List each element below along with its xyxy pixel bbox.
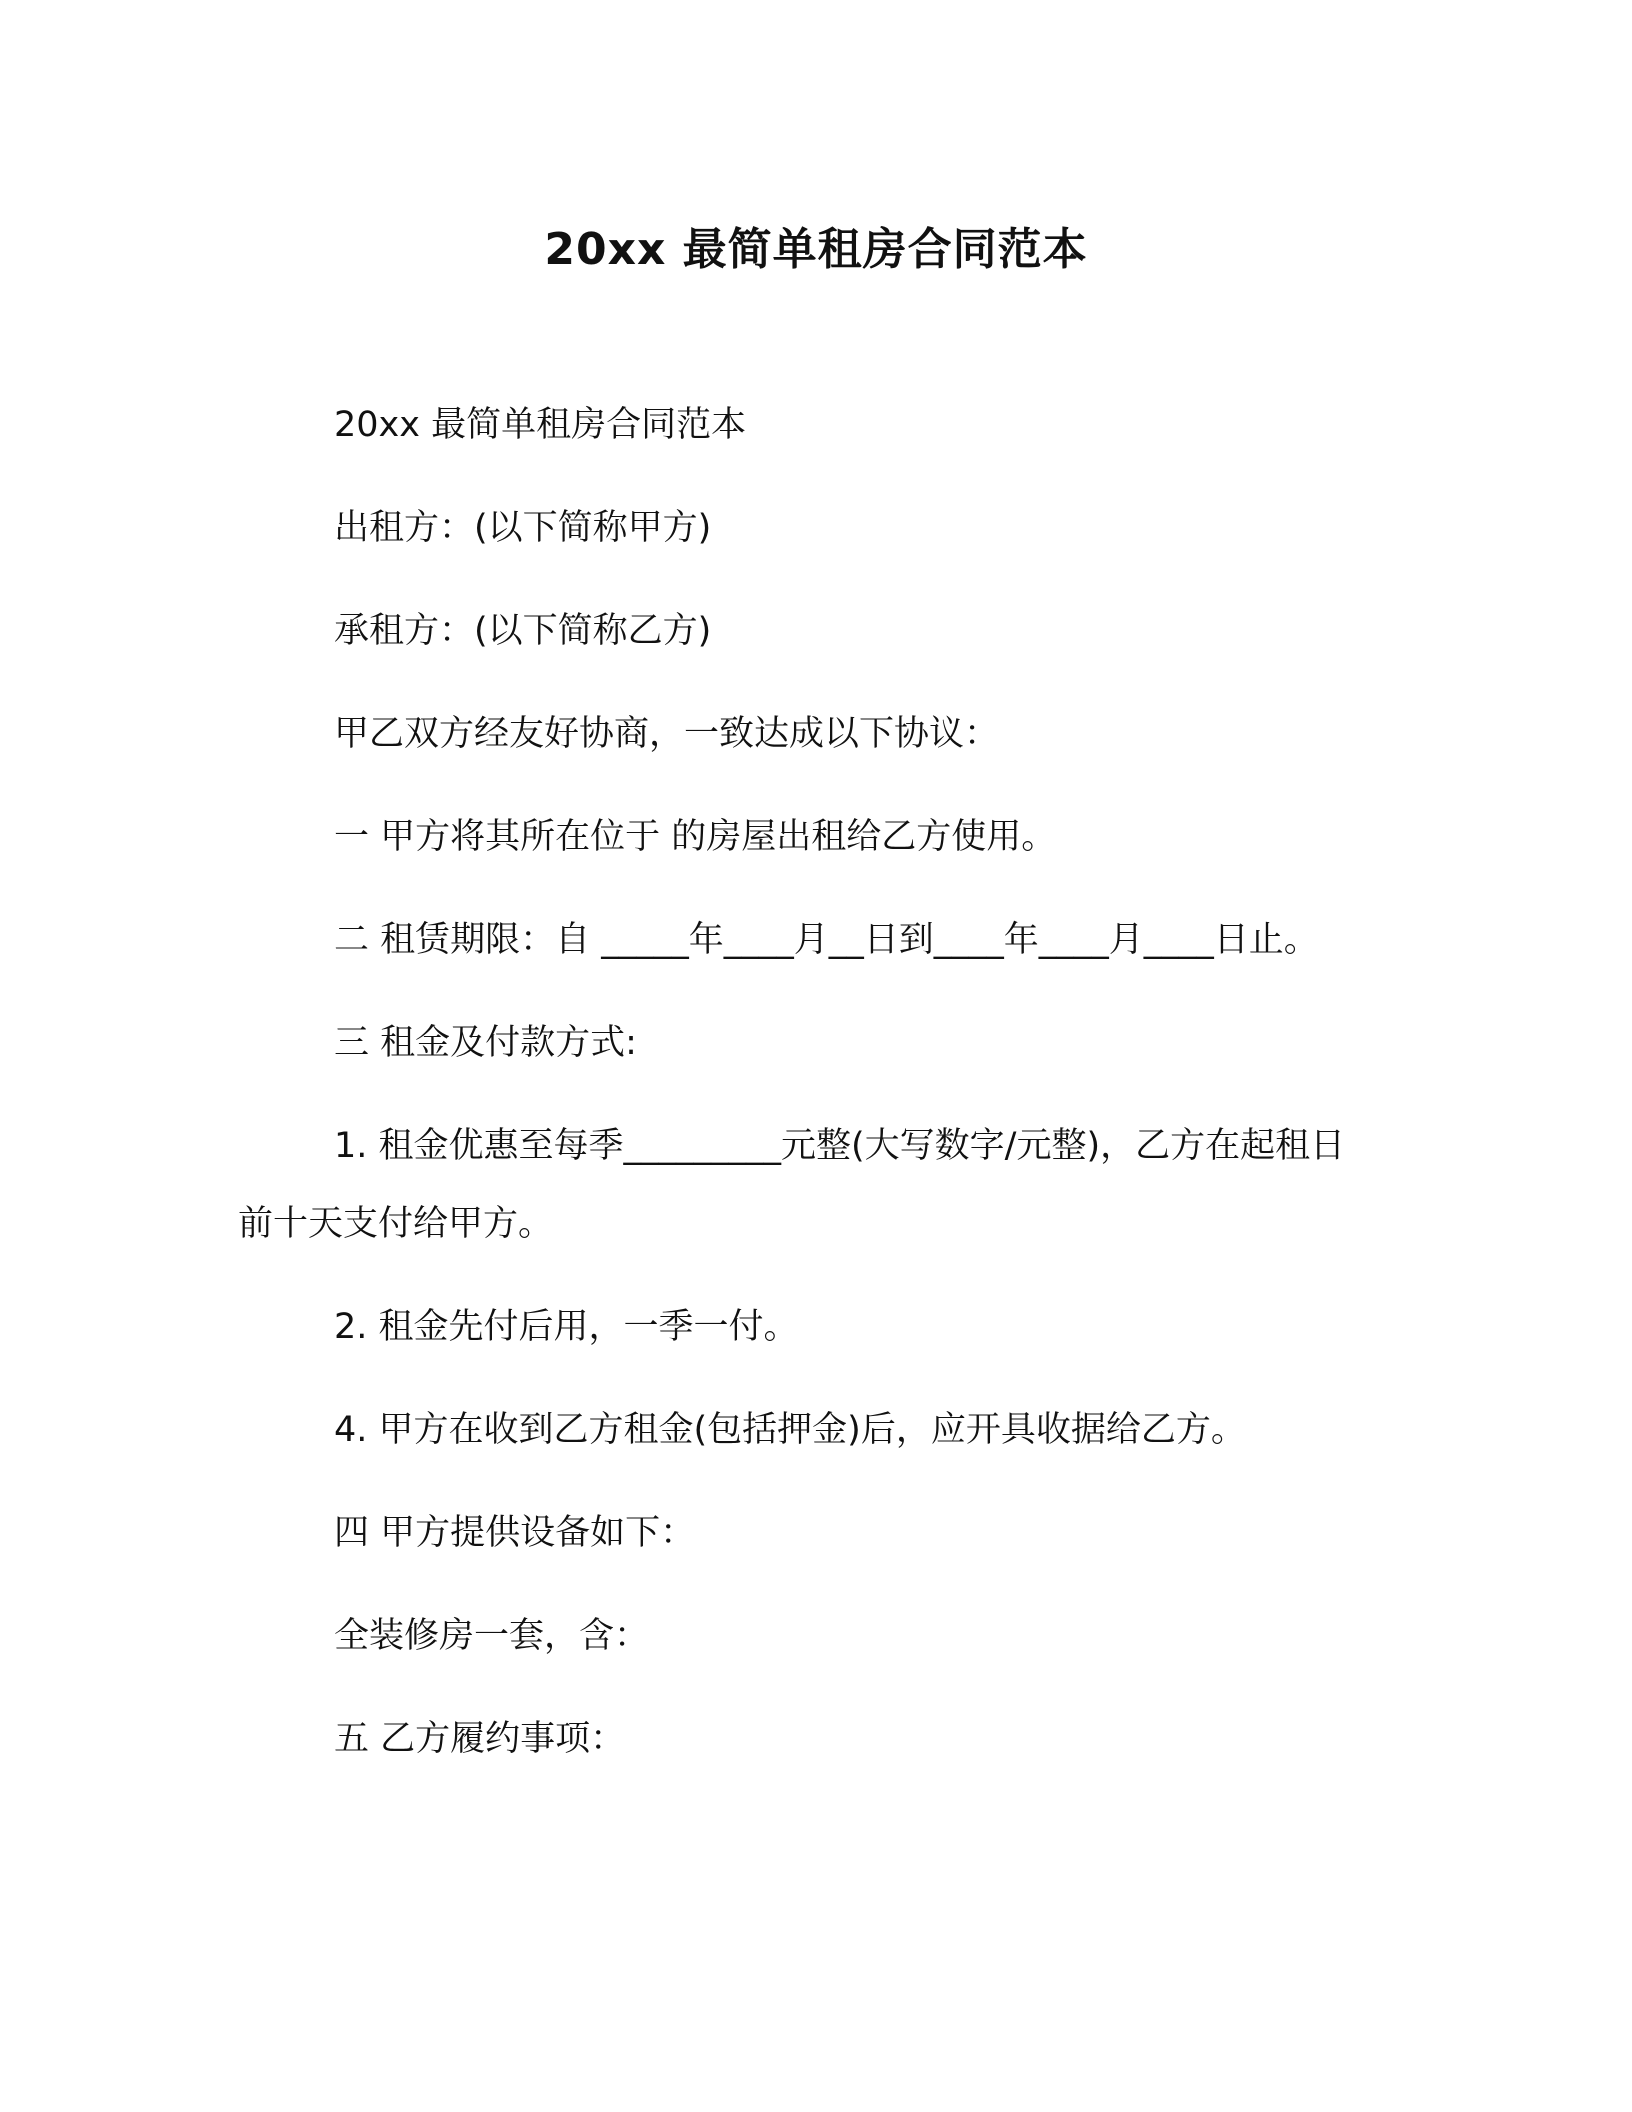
- paragraph-rent-item-2: 2. 租金先付后用，一季一付。: [334, 1307, 799, 1347]
- paragraph-equipment-detail: 全装修房一套，含：: [334, 1616, 650, 1656]
- paragraph-agreement-intro: 甲乙双方经友好协商，一致达成以下协议：: [334, 714, 1000, 754]
- paragraph-lessee: 承租方：(以下简称乙方): [334, 611, 712, 651]
- paragraph-clause-4-equipment: 四 甲方提供设备如下：: [334, 1513, 696, 1553]
- document-title: 20xx 最简单租房合同范本: [544, 224, 1088, 275]
- paragraph-clause-5-obligations: 五 乙方履约事项：: [334, 1719, 626, 1759]
- paragraph-heading: 20xx 最简单租房合同范本: [334, 405, 747, 445]
- document-body: [238, 386, 1368, 1803]
- paragraph-clause-1: 一 甲方将其所在位于 的房屋出租给乙方使用。: [334, 817, 1057, 857]
- paragraph-lessor: 出租方：(以下简称甲方): [334, 508, 712, 548]
- paragraph-clause-3-rent: 三 租金及付款方式:: [334, 1023, 637, 1063]
- paragraph-rent-item-1: 1. 租金优惠至每季_________元整(大写数字/元整)，乙方在起租日前十天支付给甲方。: [238, 1126, 1346, 1244]
- paragraph-rent-item-4: 4. 甲方在收到乙方租金(包括押金)后，应开具收据给乙方。: [334, 1410, 1246, 1450]
- paragraph-clause-2-term: 二 租赁期限：自 _____年____月__日到____年____月____日止。: [334, 920, 1319, 960]
